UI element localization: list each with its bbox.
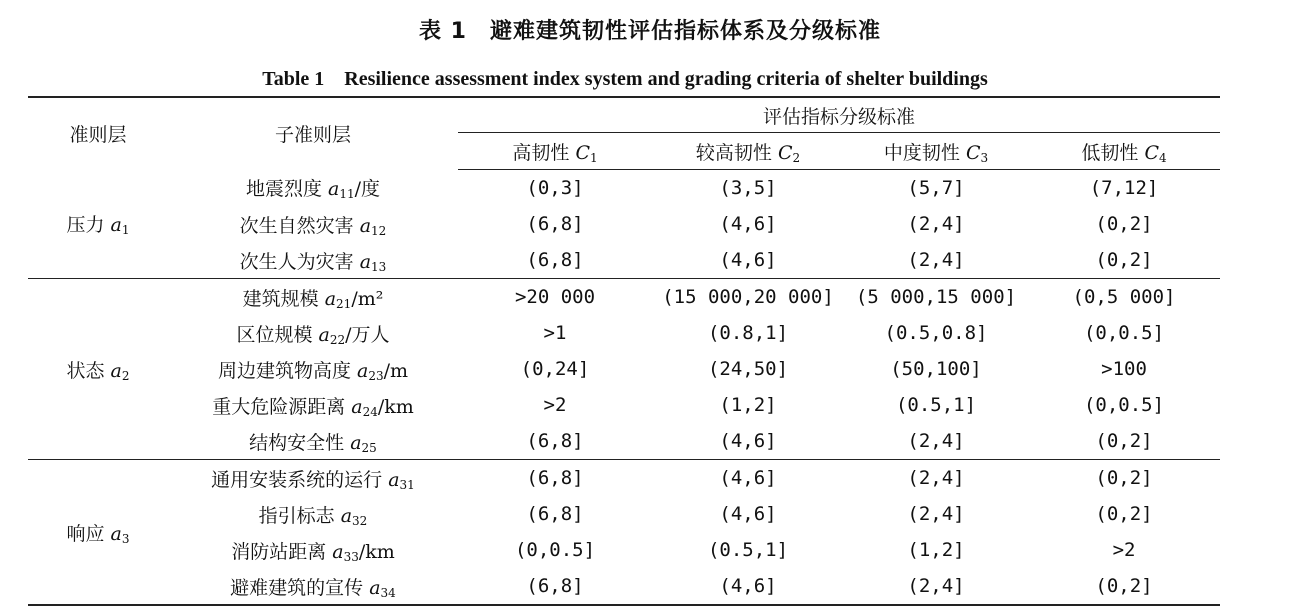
grade-value-c1: (0,3] [526,177,584,199]
grade-value-c1: >20 000 [514,286,596,308]
table-row [28,460,1220,497]
sub-criteria-label: 指引标志 [258,504,335,527]
level-symbol: C [777,141,793,164]
level-label: 较高韧性 [695,141,772,164]
grade-value-c3: (50,100] [890,358,982,380]
header-grading-standard: 评估指标分级标准 [458,97,1220,133]
grade-value-c3: (1,2] [907,539,965,561]
table-row [28,387,1220,423]
grade-value-c1: (6,8] [526,467,584,489]
sub-criteria-label: 周边建筑物高度 [217,359,351,382]
level-symbol: C [1144,141,1159,164]
level-subscript: 1 [589,150,598,165]
grade-value-c1: (6,8] [526,213,584,235]
sub-criteria-cell [168,460,458,497]
grade-value-c2: (4,6] [652,423,844,460]
sub-criteria-cell [168,387,458,423]
grade-value-c4: (0,0.5] [1083,394,1165,416]
sub-criteria-unit: /km [358,540,395,563]
sub-criteria-cell [168,206,458,242]
grade-value-c4: >2 [1112,539,1136,561]
criteria-name: 状态 [66,359,105,382]
sub-criteria-subscript: 21 [336,296,352,311]
sub-criteria-unit: /万人 [345,323,390,346]
sub-criteria-label: 次生自然灾害 [239,214,354,237]
grade-value-c2: (24,50] [707,358,789,380]
sub-criteria-cell [168,568,458,605]
grade-value-c4: (0,5 000] [1072,286,1176,308]
grade-value-c4: (0,2] [1028,242,1220,279]
header-level-3 [844,133,1028,170]
sub-criteria-symbol: a [328,178,340,201]
table-row [28,568,1220,605]
header-level-1 [458,133,652,170]
sub-criteria-label: 次生人为灾害 [239,250,354,273]
sub-criteria-label: 避难建筑的宣传 [230,576,364,599]
grade-value-c4: (0,2] [1095,503,1153,525]
level-subscript: 3 [980,150,989,165]
grade-value-c1: (0,0.5] [514,539,596,561]
grade-value-c1: (6,8] [458,242,652,279]
level-symbol: C [965,141,981,164]
table-row [28,170,1220,207]
criteria-cell [28,279,168,460]
sub-criteria-unit: /km [377,395,414,418]
table-row [28,242,1220,279]
sub-criteria-label: 通用安装系统的运行 [211,468,383,491]
table-title-english: Table 1 Resilience assessment index system and grading criteria of shelter buildings [262,68,988,90]
grade-value-c4: (0,2] [1095,575,1153,597]
sub-criteria-subscript: 32 [352,513,368,528]
table-row [28,423,1220,460]
sub-criteria-symbol: a [388,468,400,491]
sub-criteria-label: 结构安全性 [249,431,345,454]
sub-criteria-cell [168,532,458,568]
grade-value-c4: (7,12] [1089,177,1159,199]
sub-criteria-cell [168,496,458,532]
grade-value-c2: (15 000,20 000] [662,286,834,308]
table-row [28,496,1220,532]
level-label: 高韧性 [512,141,570,164]
criteria-symbol: a [110,214,122,237]
grade-value-c2: (0.8,1] [707,322,789,344]
table-title-chinese: 表 1 避难建筑韧性评估指标体系及分级标准 [419,19,881,44]
sub-criteria-subscript: 12 [371,223,387,238]
grade-value-c3: (5,7] [907,177,965,199]
table-row [28,351,1220,387]
grade-value-c3: (2,4] [844,423,1028,460]
sub-criteria-cell [168,279,458,316]
grade-value-c1: (6,8] [526,575,584,597]
sub-criteria-unit: /m² [351,287,384,310]
criteria-subscript: 3 [121,531,130,546]
resilience-index-table [28,96,1220,606]
grade-value-c4: (0,2] [1095,467,1153,489]
criteria-name: 压力 [66,214,105,237]
sub-criteria-symbol: a [359,250,372,273]
criteria-subscript: 2 [121,368,130,383]
grade-value-c2: (4,6] [719,575,777,597]
criteria-cell [28,460,168,606]
sub-criteria-cell [168,315,458,351]
header-criteria-layer: 准则层 [69,124,127,147]
sub-criteria-unit: /m [383,359,409,382]
level-symbol: C [575,141,590,164]
sub-criteria-symbol: a [359,214,372,237]
sub-criteria-cell [168,242,458,279]
sub-criteria-symbol: a [351,395,363,418]
sub-criteria-symbol: a [332,540,344,563]
sub-criteria-unit: /度 [354,178,381,201]
sub-criteria-label: 区位规模 [236,323,313,346]
header-level-2 [652,133,844,170]
grade-value-c1: (6,8] [458,423,652,460]
level-subscript: 2 [792,150,801,165]
sub-criteria-cell [168,351,458,387]
criteria-subscript: 1 [121,223,130,238]
grade-value-c1: (0,24] [520,358,590,380]
grade-value-c4: (0,2] [1028,423,1220,460]
grade-value-c2: (4,6] [719,467,777,489]
sub-criteria-subscript: 13 [371,259,387,274]
sub-criteria-subscript: 23 [368,368,384,383]
sub-criteria-subscript: 31 [399,477,415,492]
grade-value-c2: (4,6] [719,503,777,525]
grade-value-c2: (4,6] [652,242,844,279]
table-row [28,532,1220,568]
sub-criteria-subscript: 22 [329,332,346,347]
criteria-cell [28,170,168,279]
grade-value-c1: (6,8] [526,503,584,525]
sub-criteria-cell [168,170,458,207]
level-label: 低韧性 [1081,141,1139,164]
criteria-symbol: a [110,359,122,382]
sub-criteria-subscript: 25 [361,440,377,455]
sub-criteria-subscript: 24 [362,404,378,419]
sub-criteria-subscript: 11 [339,187,355,202]
sub-criteria-label: 建筑规模 [242,287,319,310]
level-subscript: 4 [1158,150,1167,165]
sub-criteria-symbol: a [350,431,362,454]
grade-value-c3: (2,4] [907,575,965,597]
table-row [28,315,1220,351]
grade-value-c3: (2,4] [907,503,965,525]
grade-value-c2: (3,5] [719,177,777,199]
grade-value-c1: >2 [543,394,567,416]
sub-criteria-label: 地震烈度 [245,178,322,201]
criteria-symbol: a [110,522,122,545]
sub-criteria-symbol: a [318,323,330,346]
header-sub-criteria-layer: 子准则层 [274,124,351,147]
grade-value-c3: (2,4] [907,467,965,489]
grade-value-c4: >100 [1101,358,1147,380]
grade-value-c4: (0,0.5] [1083,322,1165,344]
sub-criteria-subscript: 34 [380,585,396,600]
sub-criteria-symbol: a [369,576,381,599]
table-row [28,206,1220,242]
sub-criteria-cell [168,423,458,460]
sub-criteria-label: 重大危险源距离 [212,395,346,418]
grade-value-c2: (0.5,1] [707,539,789,561]
level-label: 中度韧性 [883,141,960,164]
grade-value-c3: (0.5,0.8] [884,322,988,344]
grade-value-c3: (5 000,15 000] [855,286,1017,308]
grade-value-c2: (4,6] [719,213,777,235]
grade-value-c1: >1 [543,322,567,344]
sub-criteria-symbol: a [357,359,369,382]
grade-value-c2: (1,2] [719,394,777,416]
sub-criteria-symbol: a [324,287,337,310]
grade-value-c3: (2,4] [844,242,1028,279]
table-row [28,279,1220,316]
sub-criteria-label: 消防站距离 [231,540,327,563]
criteria-name: 响应 [66,522,105,545]
sub-criteria-symbol: a [340,504,353,527]
grade-value-c3: (2,4] [907,213,965,235]
header-level-4 [1028,133,1220,170]
grade-value-c4: (0,2] [1095,213,1153,235]
grade-value-c3: (0.5,1] [895,394,977,416]
sub-criteria-subscript: 33 [343,549,359,564]
